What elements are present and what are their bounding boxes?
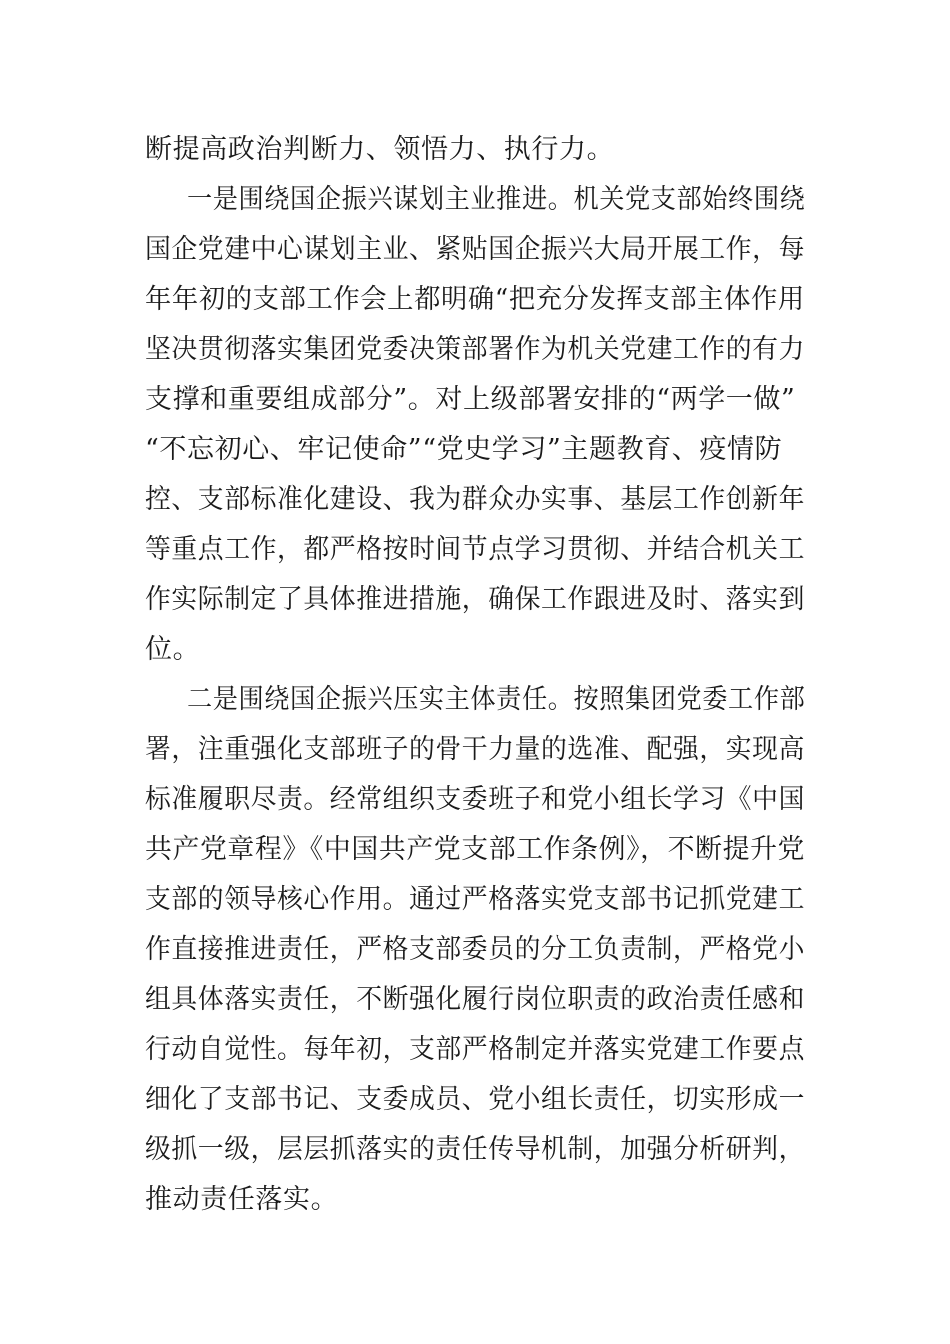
text-line: 一是围绕国企振兴谋划主业推进。机关党支部始终围绕 bbox=[187, 184, 806, 215]
text-line: 署，注重强化支部班子的骨干力量的选准、配强，实现高 bbox=[145, 734, 805, 765]
text-line: 年年初的支部工作会上都明确“把充分发挥支部主体作用 bbox=[145, 284, 805, 315]
text-line: 行动自觉性。每年初，支部严格制定并落实党建工作要点 bbox=[145, 1034, 805, 1065]
text-line: 作实际制定了具体推进措施，确保工作跟进及时、落实到 bbox=[145, 584, 805, 615]
text-line: 控、支部标准化建设、我为群众办实事、基层工作创新年 bbox=[145, 484, 805, 515]
text-line: 标准履职尽责。经常组织支委班子和党小组长学习《中国 bbox=[145, 784, 805, 815]
text-line: 共产党章程》《中国共产党支部工作条例》，不断提升党 bbox=[145, 834, 806, 865]
text-line: 断提高政治判断力、领悟力、执行力。 bbox=[145, 134, 615, 165]
text-line: 位。 bbox=[145, 634, 201, 665]
text-line: 支部的领导核心作用。通过严格落实党支部书记抓党建工 bbox=[145, 884, 805, 915]
text-line: 坚决贯彻落实集团党委决策部署作为机关党建工作的有力 bbox=[145, 334, 805, 365]
text-line: 支撑和重要组成部分”。对上级部署安排的“两学一做” bbox=[145, 384, 796, 415]
text-line: 作直接推进责任，严格支部委员的分工负责制，严格党小 bbox=[145, 934, 805, 965]
text-line: “不忘初心、牢记使命”“党史学习”主题教育、疫情防 bbox=[145, 434, 783, 465]
text-line: 二是围绕国企振兴压实主体责任。按照集团党委工作部 bbox=[187, 684, 806, 715]
text-line: 国企党建中心谋划主业、紧贴国企振兴大局开展工作，每 bbox=[145, 234, 805, 265]
text-line: 细化了支部书记、支委成员、党小组长责任，切实形成一 bbox=[145, 1084, 805, 1115]
text-line: 推动责任落实。 bbox=[145, 1184, 339, 1215]
text-line: 级抓一级，层层抓落实的责任传导机制，加强分析研判， bbox=[145, 1134, 805, 1165]
text-line: 等重点工作，都严格按时间节点学习贯彻、并结合机关工 bbox=[145, 534, 805, 565]
text-line: 组具体落实责任，不断强化履行岗位职责的政治责任感和 bbox=[145, 984, 805, 1015]
